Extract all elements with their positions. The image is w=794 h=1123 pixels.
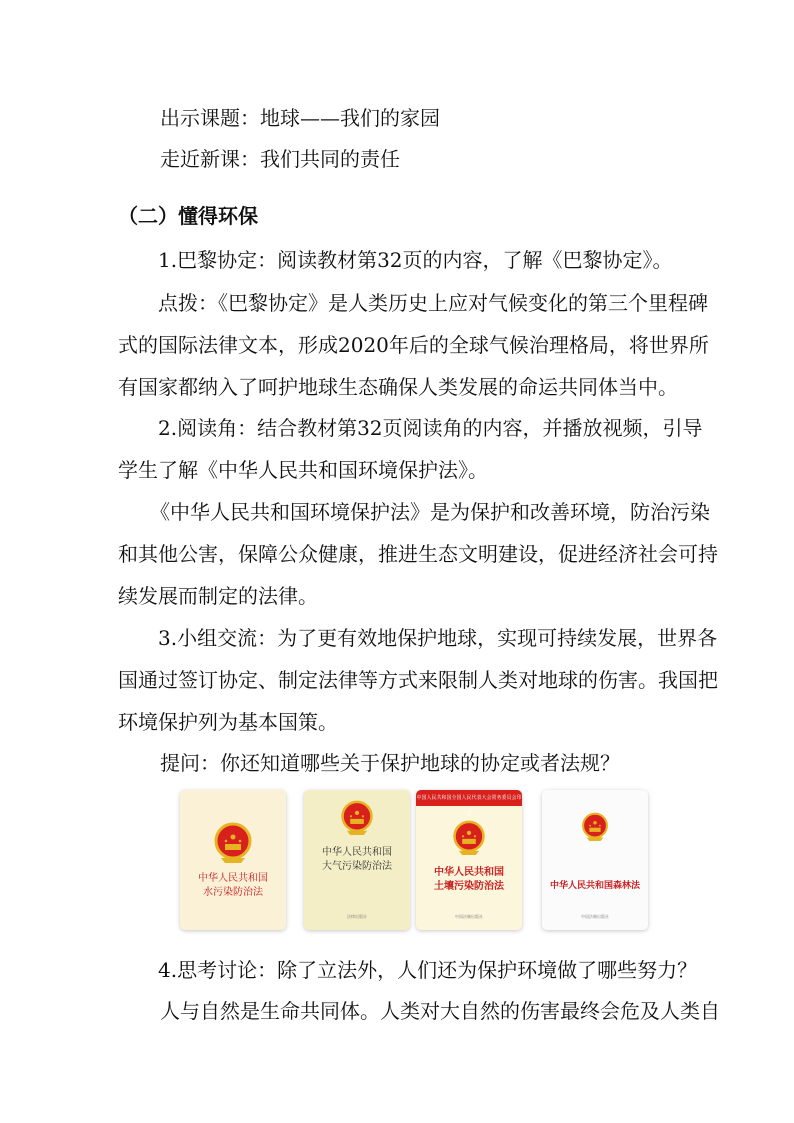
paragraph-line: 国通过签订协定、制定法律等方式来限制人类对地球的伤害。我国把 [118, 668, 718, 692]
book-publisher: 法律出版社 [347, 914, 367, 919]
paragraph-line: 式的国际法律文本，形成2020年后的全球气候治理格局，将世界所 [118, 333, 709, 357]
paragraph-line: 有国家都纳入了呵护地球生态确保人类发展的命运共同体当中。 [118, 375, 678, 399]
paragraph-line: 2.阅读角：结合教材第32页阅读角的内容，并播放视频，引导 [158, 416, 703, 440]
book-cover-air-pollution-law [304, 790, 410, 930]
book-title-line: 中华人民共和国 [322, 847, 392, 858]
book-publisher: 中国法制出版社 [455, 914, 483, 919]
book-top-band: 中国人民共和国全国人民代表大会常务委员会印制 [416, 790, 522, 806]
national-emblem-icon [452, 820, 486, 856]
book-cover-soil-pollution-law [416, 790, 522, 930]
paragraph-line: 人与自然是生命共同体。人类对大自然的伤害最终会危及人类自 [160, 999, 720, 1023]
paragraph-line: 《中华人民共和国环境保护法》是为保护和改善环境，防治污染 [150, 500, 710, 524]
paragraph-line: 续发展而制定的法律。 [118, 584, 318, 608]
book-title-line: 中华人民共和国 [198, 873, 268, 884]
book-publisher: 中国法制出版社 [581, 914, 609, 919]
book-title-line: 中华人民共和国森林法 [549, 881, 640, 891]
discussion-line: 4.思考讨论：除了立法外，人们还为保护环境做了哪些努力？ [158, 958, 698, 982]
book-title-line: 土壤污染防治法 [434, 881, 504, 892]
section-heading: （二）懂得环保 [118, 204, 258, 228]
book-title-line: 水污染防治法 [203, 887, 263, 898]
book-cover-forest-law [542, 790, 648, 930]
national-emblem-icon [581, 812, 609, 842]
book-title-line: 中华人民共和国 [434, 867, 504, 878]
paragraph-line: 3.小组交流：为了更有效地保护地球，实现可持续发展，世界各 [158, 626, 718, 650]
paragraph-line: 1.巴黎协定：阅读教材第32页的内容，了解《巴黎协定》。 [158, 248, 673, 272]
lesson-topic-line: 出示课题：地球——我们的家园 [160, 106, 440, 130]
book-title-line: 大气污染防治法 [322, 861, 392, 872]
national-emblem-icon [340, 800, 374, 836]
paragraph-line: 学生了解《中华人民共和国环境保护法》。 [118, 458, 488, 482]
paragraph-line: 点拨：《巴黎协定》是人类历史上应对气候变化的第三个里程碑 [158, 291, 708, 315]
question-line: 提问：你还知道哪些关于保护地球的协定或者法规？ [160, 751, 620, 775]
national-emblem-icon [213, 822, 253, 864]
book-cover-water-pollution-law [180, 790, 286, 930]
law-book-covers [180, 790, 640, 934]
paragraph-line: 和其他公害，保障公众健康，推进生态文明建设，促进经济社会可持 [118, 542, 718, 566]
new-lesson-line: 走近新课：我们共同的责任 [160, 147, 400, 171]
paragraph-line: 环境保护列为基本国策。 [118, 710, 338, 734]
